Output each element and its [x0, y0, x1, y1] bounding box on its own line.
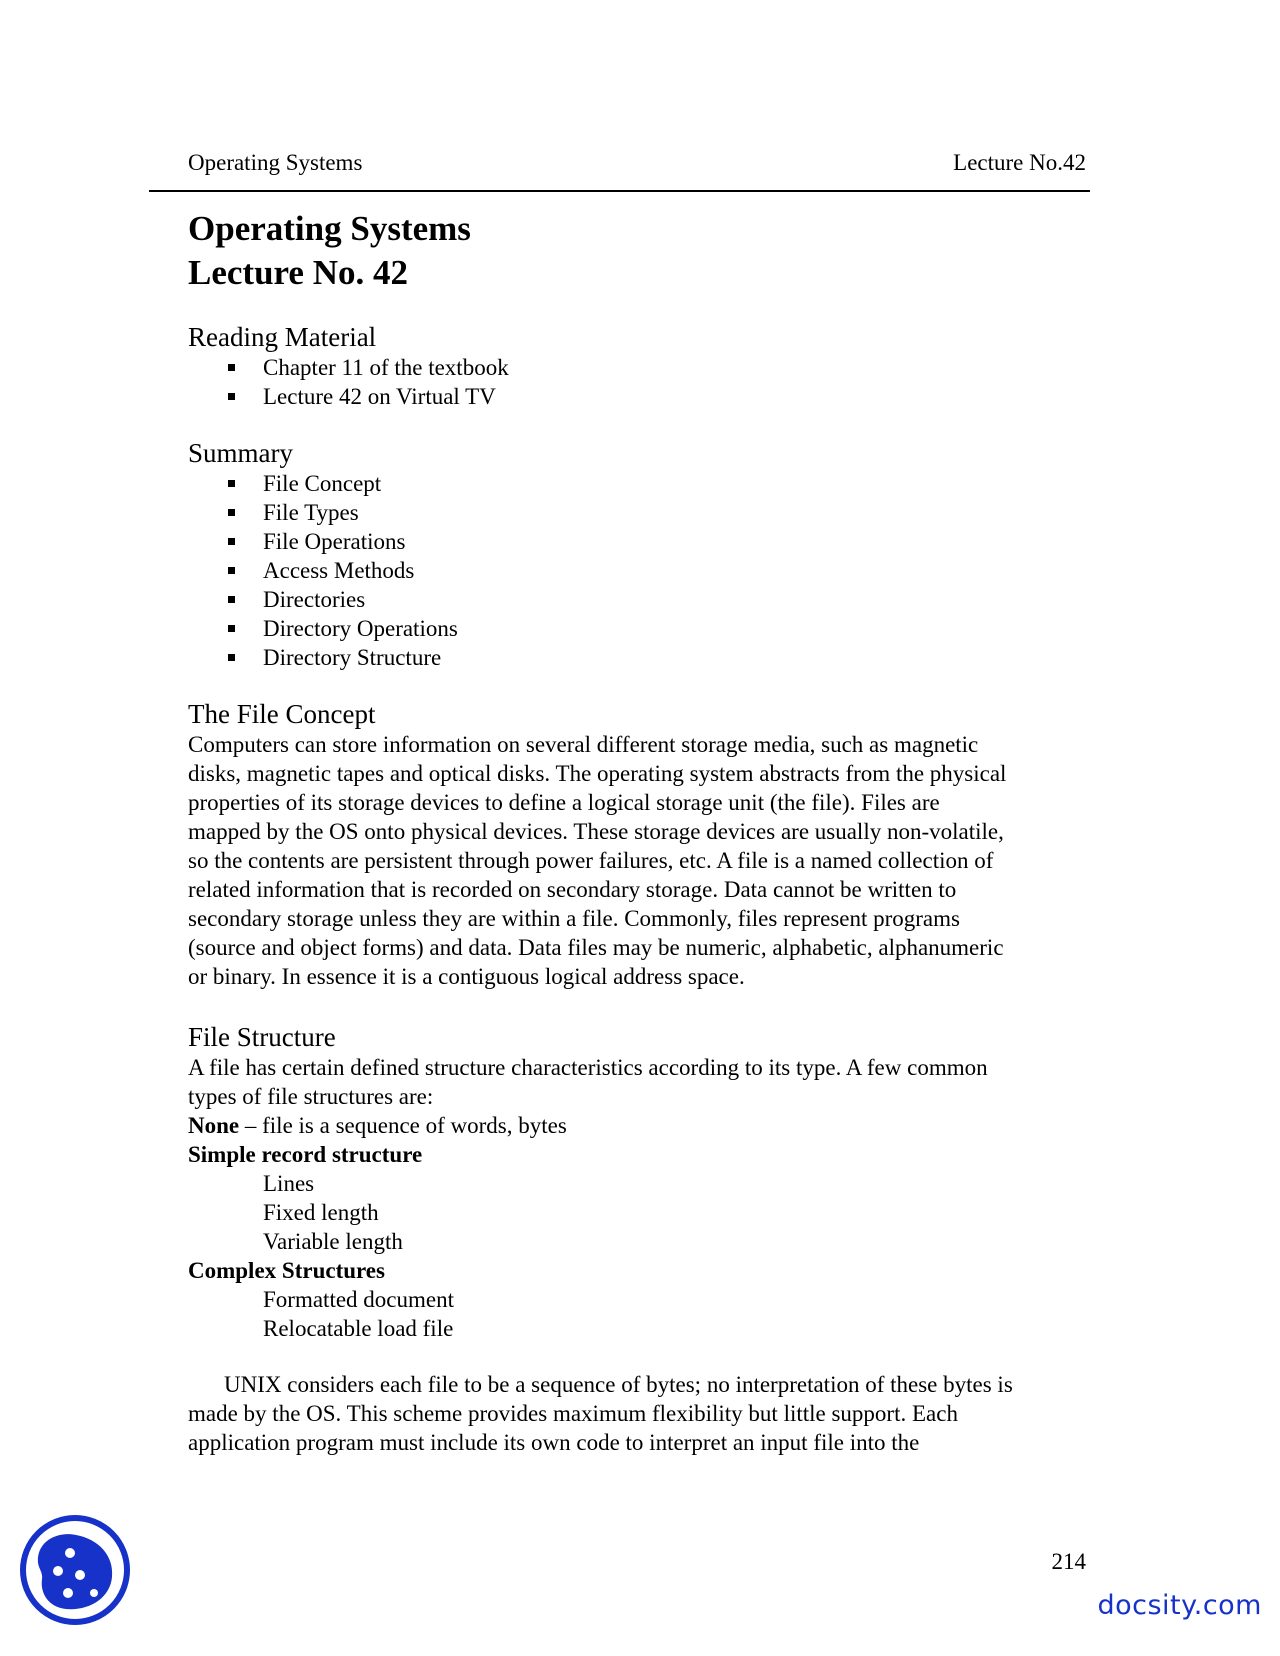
text-line: mapped by the OS onto physical devices. These storage devices are usually non-volatile,	[188, 819, 1004, 844]
running-header-left: Operating Systems	[188, 150, 363, 175]
none-text: – file is a sequence of words, bytes	[239, 1113, 567, 1138]
text-line: Computers can store information on several different storage media, such as magnetic	[188, 732, 979, 757]
docsity-logo-icon	[18, 1513, 132, 1627]
text-line: related information that is recorded on secondary storage. Data cannot be written to	[188, 877, 957, 902]
text-line: types of file structures are:	[188, 1084, 434, 1109]
bullet-icon	[228, 509, 235, 516]
list-item-text: Directory Operations	[263, 616, 458, 641]
text-line: (source and object forms) and data. Data files may be numeric, alphabetic, alphanumeric	[188, 935, 1004, 960]
list-item-text: File Concept	[263, 471, 382, 496]
list-item	[188, 527, 1088, 556]
list-item-text: File Operations	[263, 529, 406, 554]
list-item-text: Chapter 11 of the textbook	[263, 355, 509, 380]
list-item	[188, 382, 1088, 411]
text-line: A file has certain defined structure characteristics according to its type. A few common	[188, 1055, 988, 1080]
title-line-1: Operating Systems	[188, 209, 471, 248]
header-rule	[149, 190, 1090, 192]
page-number: 214	[1051, 1549, 1086, 1574]
bullet-icon	[228, 654, 235, 661]
list-item-text: Directory Structure	[263, 645, 442, 670]
reading-heading: Reading Material	[188, 322, 377, 352]
file-structure-body	[188, 1053, 1088, 1343]
bullet-icon	[228, 480, 235, 487]
summary-list	[188, 469, 1088, 672]
text-line: properties of its storage devices to define a logical storage unit (the file). Files are	[188, 790, 940, 815]
list-item	[188, 614, 1088, 643]
list-item	[188, 469, 1088, 498]
list-item-text: Access Methods	[263, 558, 415, 583]
bullet-icon	[228, 393, 235, 400]
file-structure-heading: File Structure	[188, 1022, 336, 1052]
list-item-text: File Types	[263, 500, 359, 525]
list-item	[188, 643, 1088, 672]
bullet-icon	[228, 596, 235, 603]
list-item	[188, 585, 1088, 614]
file-concept-heading: The File Concept	[188, 699, 376, 729]
list-item	[188, 353, 1088, 382]
text-line: secondary storage unless they are within a file. Commonly, files represent programs	[188, 906, 960, 931]
text-line: or binary. In essence it is a contiguous logical address space.	[188, 964, 745, 989]
bullet-icon	[228, 625, 235, 632]
page-content	[188, 207, 1088, 1457]
text-line: disks, magnetic tapes and optical disks. The operating system abstracts from the physical	[188, 761, 1007, 786]
text-line: so the contents are persistent through power failures, etc. A file is a named collection of	[188, 848, 994, 873]
bullet-icon	[228, 364, 235, 371]
indented-item: Fixed length	[263, 1200, 379, 1225]
list-item	[188, 556, 1088, 585]
summary-heading: Summary	[188, 438, 293, 468]
indented-item: Formatted document	[263, 1287, 454, 1312]
unix-paragraph	[188, 1370, 1088, 1457]
bullet-icon	[228, 538, 235, 545]
indented-item: Lines	[263, 1171, 315, 1196]
title-line-2: Lecture No. 42	[188, 253, 408, 292]
none-label: None	[188, 1113, 240, 1138]
none-line	[188, 1111, 1088, 1140]
docsity-brand[interactable]: docsity.com	[1097, 1590, 1262, 1621]
complex-structures-label: Complex Structures	[188, 1258, 385, 1283]
indented-item: Relocatable load file	[263, 1316, 454, 1341]
running-header-right: Lecture No.42	[953, 150, 1086, 175]
list-item-text: Lecture 42 on Virtual TV	[263, 384, 496, 409]
simple-record-label: Simple record structure	[188, 1142, 423, 1167]
bullet-icon	[228, 567, 235, 574]
text-line: made by the OS. This scheme provides maximum flexibility but little support. Each	[188, 1401, 958, 1426]
reading-list	[188, 353, 1088, 411]
list-item-text: Directories	[263, 587, 366, 612]
list-item	[188, 498, 1088, 527]
file-concept-paragraph	[188, 730, 1088, 991]
text-line: UNIX considers each file to be a sequence of bytes; no interpretation of these bytes is	[224, 1372, 1013, 1397]
text-line: application program must include its own code to interpret an input file into the	[188, 1430, 920, 1455]
indented-item: Variable length	[263, 1229, 403, 1254]
